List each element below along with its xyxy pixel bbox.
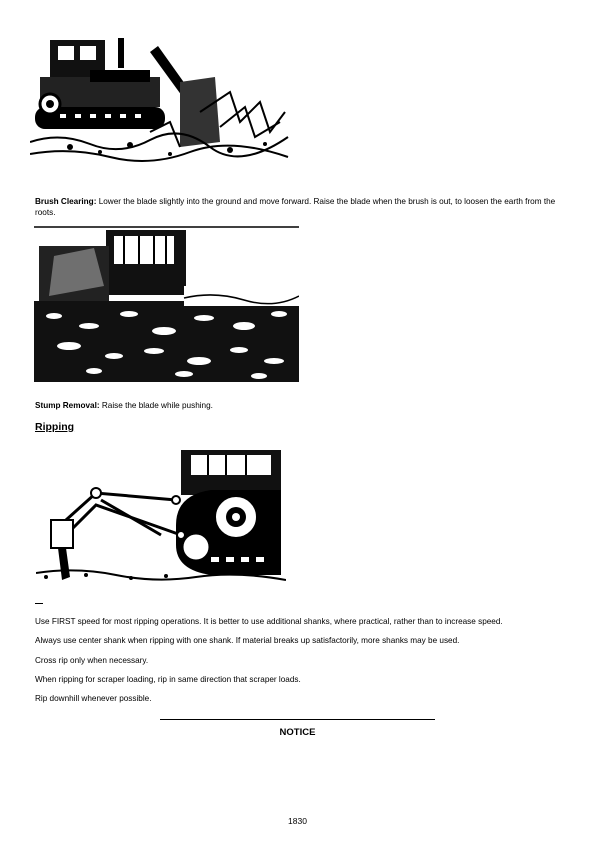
bulldozer-brush-image	[30, 32, 290, 167]
ripping-paragraph-2: Always use center shank when ripping with one shank. If material breaks up satisfactorily, more shanks may be used.	[35, 636, 460, 645]
brush-clearing-text: Lower the blade slightly into the ground and move forward. Raise the blade when the brush is out, to loosen the earth from the roots.	[35, 197, 556, 217]
stump-removal-paragraph	[35, 400, 560, 411]
brush-clearing-label: Brush Clearing:	[35, 197, 97, 206]
ripper-illustration	[36, 445, 286, 585]
ripper-shank-image	[36, 445, 286, 585]
brush-clearing-illustration	[30, 32, 290, 167]
figure-mark	[35, 603, 43, 604]
notice-heading: NOTICE	[279, 727, 316, 738]
ripping-paragraph-1: Use FIRST speed for most ripping operations. It is better to use additional shanks, where practical, rather than to increase speed.	[35, 617, 503, 626]
ripping-paragraph-3: Cross rip only when necessary.	[35, 656, 149, 665]
stump-removal-label: Stump Removal:	[35, 401, 100, 410]
stump-removal-text: Raise the blade while pushing.	[99, 401, 213, 410]
notice-divider	[160, 719, 435, 720]
page-number: 1830	[288, 816, 307, 826]
stump-removal-illustration	[34, 226, 299, 382]
brush-clearing-paragraph	[35, 196, 560, 218]
ripping-heading: Ripping	[35, 421, 75, 433]
ripping-paragraph-4: When ripping for scraper loading, rip in same direction that scraper loads.	[35, 675, 301, 684]
ripping-paragraph-5: Rip downhill whenever possible.	[35, 694, 152, 703]
bulldozer-stump-image	[34, 226, 299, 382]
